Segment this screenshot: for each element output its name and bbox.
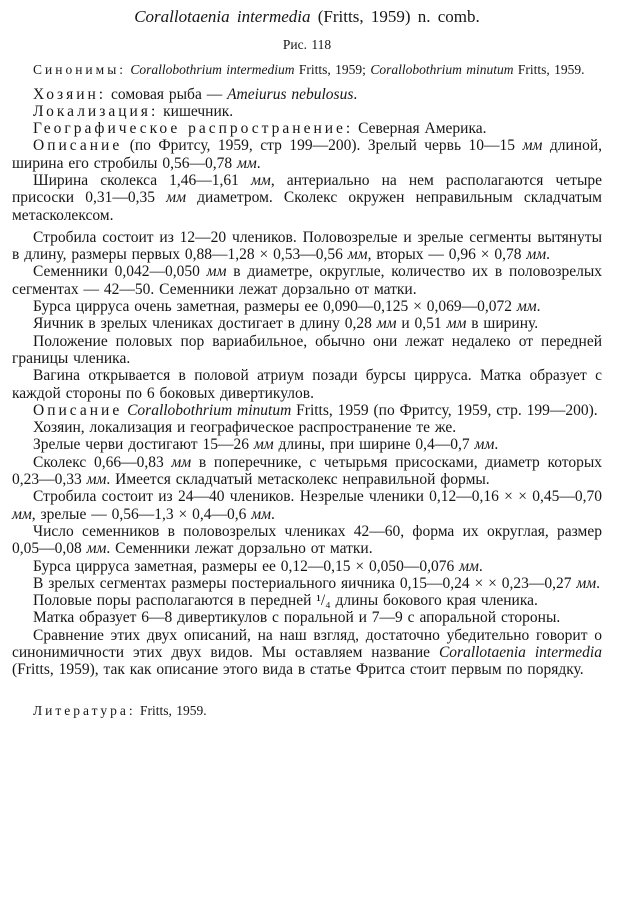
text-segment: Зрелые черви достигают 15—26 — [33, 436, 254, 454]
text-segment: мм — [376, 315, 397, 333]
text-segment: длины, при ширине 0,4—0,7 — [273, 436, 475, 454]
distribution-paragraph — [12, 120, 602, 137]
text-segment: Рис. 118 — [282, 37, 332, 52]
text-segment: мм — [12, 505, 32, 523]
section-headword: Описание — [33, 401, 123, 419]
text-segment: Ширина сколекса 1,46—1,61 — [33, 171, 252, 189]
cirrus-bursa-paragraph — [12, 298, 602, 315]
text-segment: , вторых — 0,96 × 0,78 — [367, 246, 527, 264]
pores-position-paragraph — [12, 592, 602, 609]
text-segment: Число семенников в половозрелых члениках 42—60, форма их округлая, размер 0,05—0,08 — [12, 522, 602, 558]
text-segment: сомовая рыба — — [106, 85, 228, 103]
vagina-paragraph — [12, 367, 602, 402]
strobila-minutum-paragraph — [12, 488, 602, 523]
text-segment: мм — [446, 315, 467, 333]
literature-paragraph — [12, 703, 602, 719]
text-segment: мм — [206, 263, 227, 281]
text-segment: Стробила состоит из 12—20 члеников. Половозрелые и зрелые сегменты вытянуты в длину, размеры первых 0,88—1,28 × 0,53—0,56 — [12, 228, 602, 264]
text-segment: кишечник. — [158, 102, 234, 120]
text-segment: диаметром. Сколекс окружен неправильным складчатым метасколексом. — [12, 189, 602, 224]
text-segment: длиной, ширина его стробилы 0,56—0,78 — [12, 137, 602, 172]
document-body — [12, 7, 602, 718]
synonyms-paragraph — [12, 62, 602, 78]
text-segment: в поперечнике, с четырьмя присосками, диаметр которых 0,23—0,33 — [12, 453, 602, 489]
text-segment: , антериально на нем располагаются четыре присоски 0,31—0,35 — [12, 171, 603, 207]
text-segment: мм — [251, 505, 271, 523]
text-segment: и 0,51 — [396, 315, 447, 333]
text-segment: Corallobothrium minutum — [127, 401, 292, 419]
text-segment: мм — [236, 154, 257, 172]
scolex-paragraph — [12, 172, 602, 224]
text-segment: мм — [347, 246, 368, 264]
text-segment: . — [353, 85, 358, 103]
section-headword: Описание — [33, 137, 123, 155]
text-segment: . — [494, 436, 499, 454]
section-headword: Локализация: — [33, 102, 159, 120]
text-segment: мм — [253, 436, 274, 454]
localization-paragraph — [12, 103, 602, 120]
text-segment: . — [546, 246, 551, 264]
text-segment: . — [271, 505, 275, 523]
text-segment: Матка образует 6—8 дивертикулов с поральной и 7—9 с апоральной стороны. — [33, 609, 561, 627]
text-segment: . — [256, 154, 261, 172]
text-segment: Corallotaenia intermedia — [134, 7, 311, 26]
text-segment: Corallobothrium intermedium — [130, 62, 295, 77]
text-segment: Вагина открывается в половой атриум позади бурсы цирруса. Матка образует с каждой стороны по 6 боковых дивертикулов. — [12, 367, 602, 402]
text-segment: . — [596, 574, 601, 592]
text-segment: (по Фритсу, 1959, стр 199—200). Зрелый червь 10—15 — [122, 137, 523, 155]
cirrus-bursa-minutum-paragraph — [12, 558, 602, 575]
text-segment: в диаметре, округлые, количество их в половозрелых сегментах — 42—50. Семенники лежат дорзально от матки. — [12, 263, 602, 298]
text-segment: . Имеется складчатый метасколекс неправильной формы. — [106, 471, 490, 489]
text-segment: Положение половых пор вариабильное, обычно они лежат недалеко от передней границы членика. — [12, 332, 602, 367]
text-segment: длины бокового края членика. — [330, 592, 538, 610]
strobila-paragraph — [12, 229, 602, 264]
section-headword: Хозяин: — [33, 85, 107, 103]
mature-worms-paragraph — [12, 436, 602, 453]
host-paragraph — [12, 86, 602, 103]
testes-number-paragraph — [12, 523, 602, 558]
text-segment: мм — [86, 471, 107, 489]
section-headword: Географическое распространение: — [33, 120, 354, 138]
figure-reference — [12, 37, 602, 52]
text-segment: ¹/₄ — [316, 592, 331, 610]
text-segment: Fritts, 1959; — [294, 62, 371, 77]
text-segment: Corallotaenia intermedia — [438, 644, 602, 661]
text-segment: мм — [166, 189, 186, 207]
text-segment: (Fritts, 1959) n. comb. — [310, 7, 480, 26]
ovary-paragraph — [12, 315, 602, 332]
ovary-minutum-paragraph — [12, 575, 602, 592]
text-segment: Corallobothrium minutum — [370, 62, 514, 77]
text-segment: В зрелых сегментах размеры постериального яичника 0,15—0,24 × × 0,23—0,27 — [33, 574, 577, 592]
uterus-paragraph — [12, 609, 602, 626]
text-segment: . — [478, 557, 483, 575]
section-headword: Синонимы: — [33, 62, 127, 77]
text-segment: . Семенники лежат дорзально от матки. — [106, 540, 373, 558]
text-segment: Сколекс 0,66—0,83 — [33, 453, 172, 471]
text-segment: Fritts, 1959. — [513, 62, 585, 77]
text-segment: мм — [522, 137, 543, 155]
genital-pores-paragraph — [12, 333, 602, 368]
text-segment: Яичник в зрелых члениках достигает в длину 0,28 — [33, 315, 377, 333]
description-intermedia-paragraph — [12, 137, 602, 172]
comparison-paragraph — [12, 627, 602, 679]
text-segment: Бурса цирруса очень заметная, размеры ее 0,090—0,125 × 0,069—0,072 — [33, 298, 517, 316]
text-segment: в ширину. — [466, 315, 539, 333]
text-segment: Стробила состоит из 24—40 члеников. Незрелые членики 0,12—0,16 × × 0,45—0,70 — [33, 488, 602, 506]
text-segment: мм — [459, 557, 479, 575]
text-segment: мм — [516, 298, 537, 316]
text-segment: мм — [576, 574, 597, 592]
text-segment: Ameiurus nebulosus — [227, 85, 354, 103]
text-segment: мм — [86, 540, 107, 558]
text-segment: , зрелые — 0,56—1,3 × 0,4—0,6 — [31, 505, 252, 523]
species-title — [12, 7, 602, 27]
text-segment: Хозяин, локализация и географическое распространение те же. — [33, 419, 457, 437]
text-segment: мм — [526, 246, 547, 264]
testes-paragraph — [12, 263, 602, 298]
description-minutum-paragraph — [12, 402, 602, 419]
section-headword: Литература: — [33, 702, 136, 718]
text-segment: Половые поры располагаются в передней — [33, 592, 317, 610]
text-segment: Fritts, 1959 (по Фритсу, 1959, стр. 199—200). — [291, 401, 598, 419]
text-segment: Северная Америка. — [353, 120, 487, 138]
text-segment: мм — [171, 453, 192, 471]
scolex-minutum-paragraph — [12, 454, 602, 489]
same-host-paragraph — [12, 419, 602, 436]
text-segment: мм — [474, 436, 495, 454]
text-segment: Бурса цирруса заметная, размеры ее 0,12—0,15 × 0,050—0,076 — [33, 557, 460, 575]
text-segment: мм — [251, 171, 271, 189]
text-segment: (Fritts, 1959), так как описание этого вида в статье Фритса стоит первым по порядку. — [12, 661, 584, 679]
text-segment: Fritts, 1959. — [135, 702, 207, 718]
text-segment: . — [536, 298, 541, 316]
text-segment: Семенники 0,042—0,050 — [33, 263, 207, 281]
text-segment: Сравнение этих двух описаний, на наш взгляд, достаточно убедительно говорит о синонимичности этих двух видов. Мы оставляем название — [12, 626, 602, 661]
